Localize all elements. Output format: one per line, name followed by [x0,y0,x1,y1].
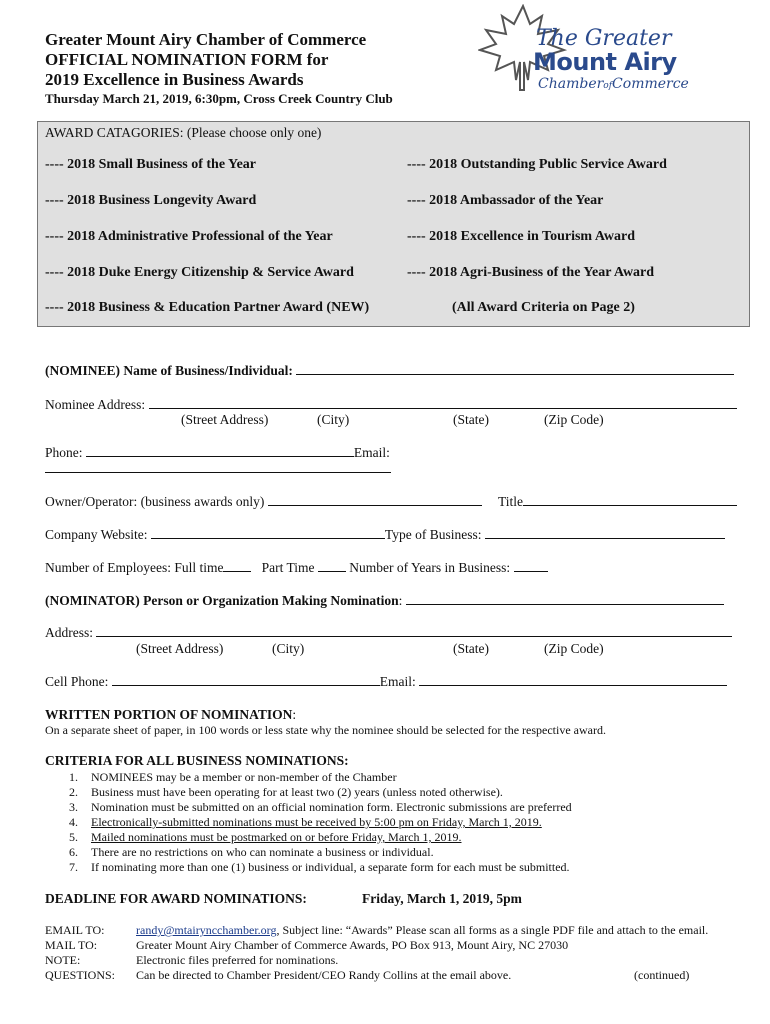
logo-chamber: Chamber [538,76,604,92]
nominee-name-row [45,363,734,379]
website-field[interactable] [151,527,385,539]
nominee-name-field[interactable] [296,363,734,375]
nominee-address-field[interactable] [149,397,737,409]
phone-field[interactable] [86,445,354,457]
owner-label: Owner/Operator: (business awards only) [45,494,265,509]
part-time-label: Part Time [261,560,315,575]
criteria-text: Electronically-submitted nominations must be received by 5:00 pm on Friday, March 1, 2019. [91,815,542,829]
website-label: Company Website: [45,527,148,542]
criteria-num: 4. [69,815,78,829]
deadline-label: DEADLINE FOR AWARD NOMINATIONS: [45,891,307,906]
nominator-address-field[interactable] [96,625,732,637]
street-caption-2: (Street Address) [136,641,224,656]
cell-row [45,674,727,690]
award-option-tourism[interactable]: ---- 2018 Excellence in Tourism Award [407,229,636,244]
logo-of: of [603,81,613,91]
criteria-num: 3. [69,800,78,814]
title-row [498,494,737,510]
zip-caption-2: (Zip Code) [544,641,604,656]
part-time-field[interactable] [318,560,346,572]
criteria-text: NOMINEES may be a member or non-member of the Chamber [91,770,397,784]
website-row [45,527,725,543]
nominator-field[interactable] [406,593,724,605]
nominee-address-label: Nominee Address: [45,397,146,412]
criteria-num: 7. [69,860,78,874]
title-line-1: Greater Mount Airy Chamber of Commerce [45,30,367,49]
email-to-label: EMAIL TO: [45,923,105,937]
phone-row [45,445,390,461]
business-type-field[interactable] [485,527,725,539]
street-caption: (Street Address) [181,412,269,427]
criteria-text: There are no restrictions on who can nominate a business or individual. [91,845,434,859]
mail-to-label: MAIL TO: [45,938,98,952]
event-line: Thursday March 21, 2019, 6:30pm, Cross Creek Country Club [45,91,393,106]
nominator-address-row [45,625,732,641]
nominator-row: (NOMINATOR) Person or Organization Making Nomination: [45,593,724,609]
title-label: Title [498,494,524,509]
note-label: NOTE: [45,953,81,967]
award-categories-box [37,121,750,327]
zip-caption: (Zip Code) [544,412,604,427]
award-criteria-note: (All Award Criteria on Page 2) [452,300,635,315]
email-to-text: , Subject line: “Awards” Please scan all forms as a single PDF file and attach to the email. [276,923,709,937]
award-option-public-service[interactable]: ---- 2018 Outstanding Public Service Award [407,157,667,172]
nominator-label: (NOMINATOR) Person or Organization Making Nomination [45,593,399,608]
cell-phone-field[interactable] [112,674,380,686]
criteria-text: If nominating more than one (1) business or individual, a separate form for each must be submitted. [91,860,570,874]
state-caption: (State) [453,412,489,427]
questions-text: Can be directed to Chamber President/CEO Randy Collins at the email above. [136,968,512,982]
award-option-longevity[interactable]: ---- 2018 Business Longevity Award [45,193,257,208]
deadline-date: Friday, March 1, 2019, 5pm [362,891,522,906]
employees-row [45,560,548,576]
email-field[interactable] [45,472,391,473]
years-label: Number of Years in Business: [349,560,511,575]
email-to-link[interactable]: randy@mtairyncchamber.org [136,923,277,937]
nominator-address-label: Address: [45,625,93,640]
email-label: Email: [353,445,390,460]
criteria-heading: CRITERIA FOR ALL BUSINESS NOMINATIONS: [45,753,349,768]
criteria-text: Business must have been operating for at least two (2) years (unless noted otherwise). [91,785,503,799]
award-option-education-partner[interactable]: ---- 2018 Business & Education Partner Award (NEW) [45,300,370,315]
questions-label: QUESTIONS: [45,968,116,982]
phone-label: Phone: [45,445,83,460]
award-categories-heading: AWARD CATAGORIES: (Please choose only one) [45,125,322,140]
written-text: On a separate sheet of paper, in 100 words or less state why the nominee should be selected for the respective award. [45,723,606,737]
title-line-2: OFFICIAL NOMINATION FORM for [45,50,329,69]
logo-line-3 [538,76,689,92]
logo-line-1: The Greater [536,26,672,51]
employees-full-time-label: Number of Employees: Full time [45,560,224,575]
award-option-small-business[interactable]: ---- 2018 Small Business of the Year [45,157,257,172]
award-option-ambassador[interactable]: ---- 2018 Ambassador of the Year [407,193,604,208]
city-caption-2: (City) [272,641,305,656]
logo-commerce: Commerce [612,76,689,92]
state-caption-2: (State) [453,641,489,656]
nominee-address-row [45,397,737,413]
criteria-num: 1. [69,770,78,784]
email-to-row [136,923,708,938]
criteria-text: Mailed nominations must be postmarked on or before Friday, March 1, 2019. [91,830,462,844]
nominator-email-label: Email: [379,674,416,689]
nominee-name-label: (NOMINEE) Name of Business/Individual: [45,363,293,378]
years-field[interactable] [514,560,548,572]
owner-field[interactable] [268,494,482,506]
chamber-logo [478,4,688,96]
title-line-3: 2019 Excellence in Business Awards [45,70,304,89]
award-option-duke-energy[interactable]: ---- 2018 Duke Energy Citizenship & Service Award [45,265,354,280]
criteria-num: 2. [69,785,78,799]
criteria-num: 5. [69,830,78,844]
note-text: Electronic files preferred for nominations. [136,953,339,967]
continued-note: (continued) [634,968,690,982]
owner-row [45,494,482,510]
cell-phone-label: Cell Phone: [45,674,109,689]
mail-to-text: Greater Mount Airy Chamber of Commerce Awards, PO Box 913, Mount Airy, NC 27030 [136,938,569,952]
logo-line-2: Mount Airy [533,48,677,76]
business-type-label: Type of Business: [384,527,482,542]
city-caption: (City) [317,412,350,427]
written-heading: WRITTEN PORTION OF NOMINATION [45,707,293,722]
title-field[interactable] [523,494,737,506]
full-time-field[interactable] [223,560,251,572]
award-option-admin-professional[interactable]: ---- 2018 Administrative Professional of the Year [45,229,333,244]
criteria-text: Nomination must be submitted on an official nomination form. Electronic submissions are preferred [91,800,572,814]
criteria-num: 6. [69,845,78,859]
nominator-email-field[interactable] [419,674,727,686]
award-option-agri-business[interactable]: ---- 2018 Agri-Business of the Year Award [407,265,655,280]
written-heading-row: WRITTEN PORTION OF NOMINATION: [45,707,297,722]
